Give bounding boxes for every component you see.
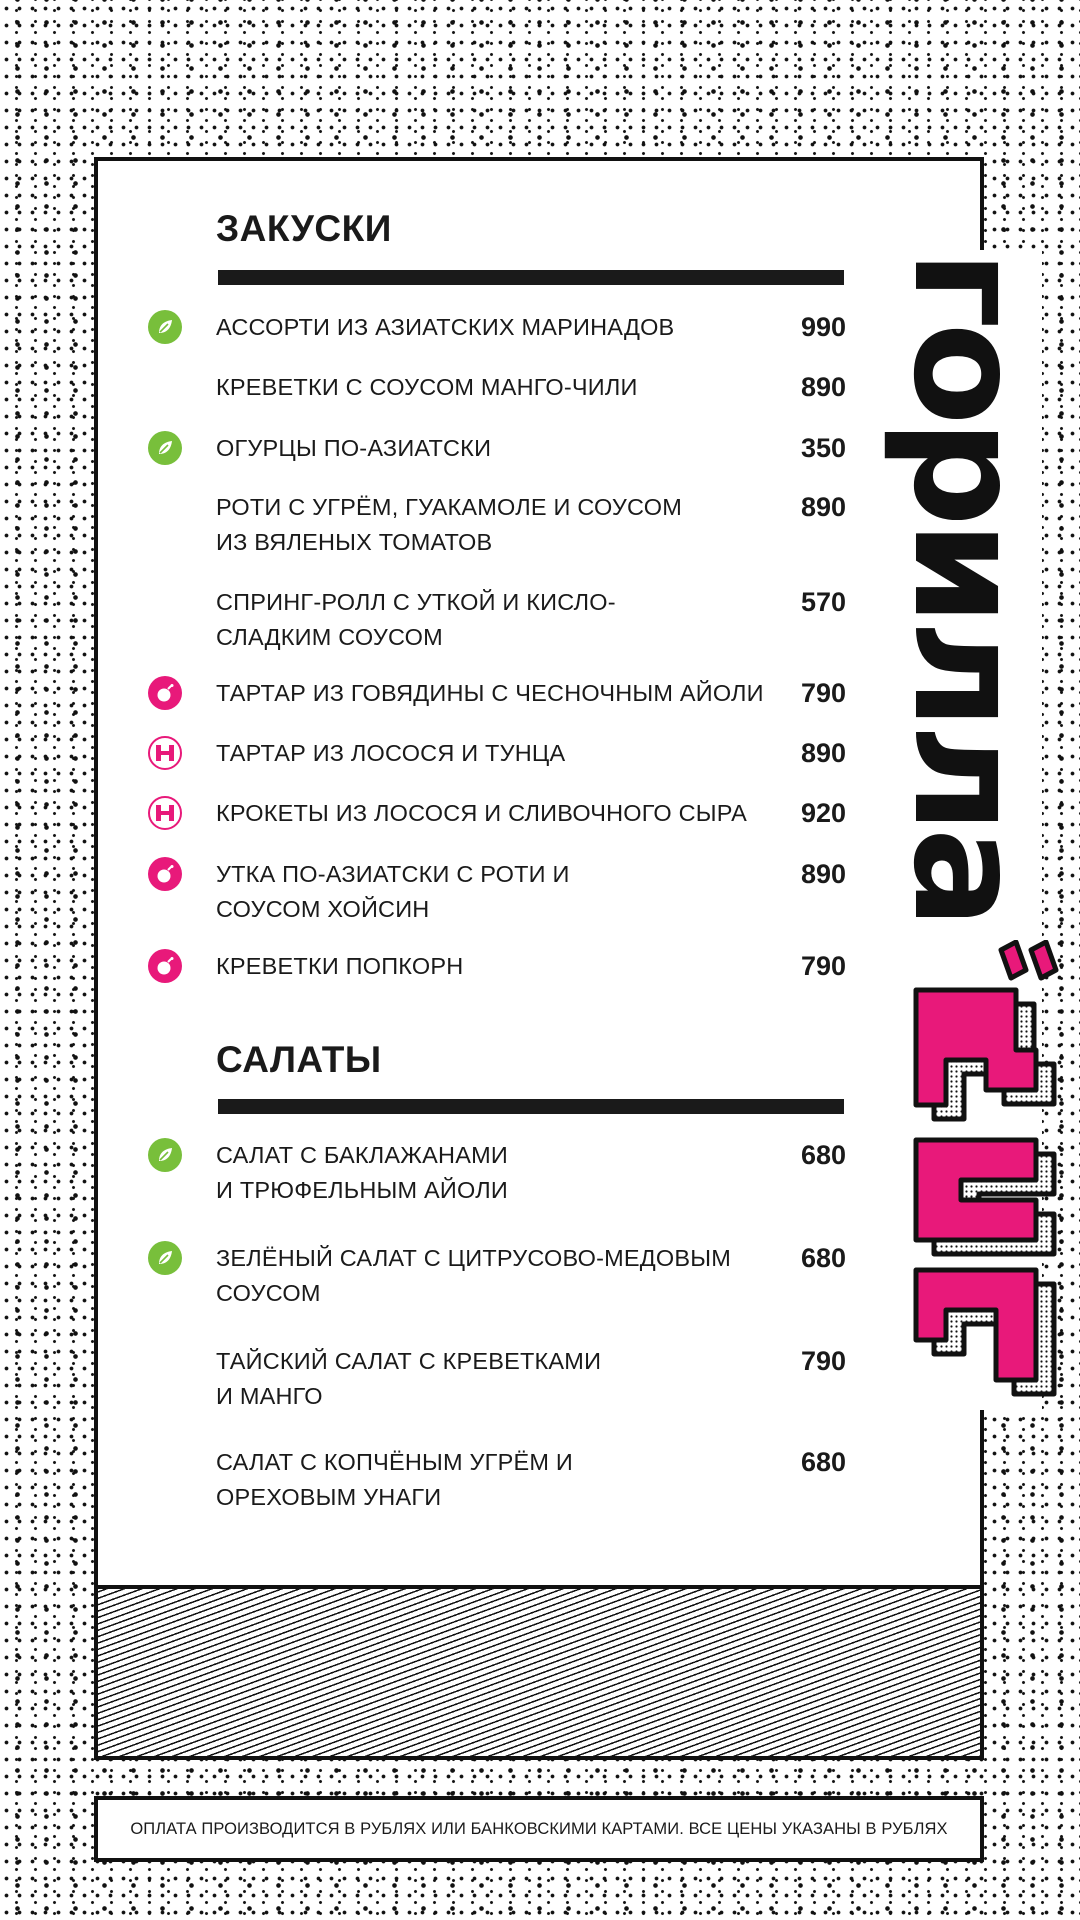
halal-icon: [148, 796, 182, 830]
menu-item: АССОРТИ ИЗ АЗИАТСКИХ МАРИНАДОВ 990: [216, 310, 846, 345]
leaf-icon: [148, 431, 182, 465]
menu-item: САЛАТ С КОПЧЁНЫМ УГРЁМ И ОРЕХОВЫМ УНАГИ 680: [216, 1447, 846, 1510]
brand-logo: горилла: [880, 250, 1054, 923]
hatched-panel: [98, 1585, 980, 1756]
section-title-salaty: САЛАТЫ: [216, 1039, 382, 1080]
menu-item: КРЕВЕТКИ С СОУСОМ МАНГО-ЧИЛИ 890: [216, 372, 846, 402]
menu-item: УТКА ПО-АЗИАТСКИ С РОТИ И СОУСОМ ХОЙСИН 890: [216, 857, 846, 927]
section-rule: [218, 1099, 844, 1114]
menu-item: ТАРТАР ИЗ ГОВЯДИНЫ С ЧЕСНОЧНЫМ АЙОЛИ 790: [216, 676, 846, 711]
menu-item: ТАЙСКИЙ САЛАТ С КРЕВЕТКАМИ И МАНГО 790: [216, 1346, 846, 1409]
leaf-icon: [148, 1138, 182, 1172]
menu-item: КРЕВЕТКИ ПОПКОРН 790: [216, 949, 846, 984]
bomb-icon: [148, 857, 182, 891]
leaf-icon: [148, 1241, 182, 1275]
payment-note: ОПЛАТА ПРОИЗВОДИТСЯ В РУБЛЯХ ИЛИ БАНКОВСКИМИ КАРТАМИ. ВСЕ ЦЕНЫ УКАЗАНЫ В РУБЛЯХ: [94, 1796, 984, 1862]
menu-item: САЛАТ С БАКЛАЖАНАМИ И ТРЮФЕЛЬНЫМ АЙОЛИ 680: [216, 1138, 846, 1208]
section-rule: [218, 270, 844, 285]
section-title-zakuski: ЗАКУСКИ: [216, 208, 392, 249]
leaf-icon: [148, 310, 182, 344]
halal-icon: [148, 736, 182, 770]
bomb-icon: [148, 949, 182, 983]
menu-item: КРОКЕТЫ ИЗ ЛОСОСЯ И СЛИВОЧНОГО СЫРА 920: [216, 796, 846, 831]
katakana-logo: [906, 940, 1080, 1410]
menu-item: ЗЕЛЁНЫЙ САЛАТ С ЦИТРУСОВО-МЕДОВЫМ СОУСОМ 680: [216, 1241, 846, 1311]
bomb-icon: [148, 676, 182, 710]
menu-item: РОТИ С УГРЁМ, ГУАКАМОЛЕ И СОУСОМ ИЗ ВЯЛЕНЫХ ТОМАТОВ 890: [216, 492, 846, 555]
menu-item: ОГУРЦЫ ПО-АЗИАТСКИ 350: [216, 431, 846, 466]
menu-item: СПРИНГ-РОЛЛ С УТКОЙ И КИСЛО-СЛАДКИМ СОУСОМ 570: [216, 587, 846, 650]
menu-item: ТАРТАР ИЗ ЛОСОСЯ И ТУНЦА 890: [216, 736, 846, 771]
